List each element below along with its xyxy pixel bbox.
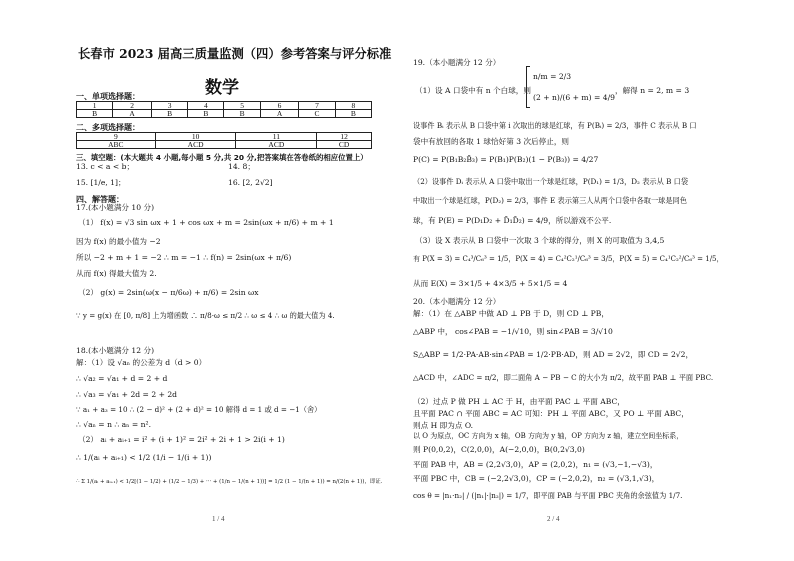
q18-line: ∴ √a₃ = √a₁ + 2d = 2 + 2d bbox=[76, 390, 178, 399]
section-single-choice-heading: 一、单项选择题： bbox=[76, 92, 140, 101]
answer-q15: 15. [1/e, 1]； bbox=[76, 178, 126, 187]
q18-line: ∴ √a₂ = √a₁ + d = 2 + d bbox=[76, 374, 168, 383]
q19-line: 中取出一个球是红球，P(D₂) = 2/3，事件 E 表示第三人从两个口袋中各取一球是同色 bbox=[413, 196, 687, 205]
multi-choice-answers bbox=[77, 141, 372, 149]
q17-line: （1） f(x) = √3 sin ωx + 1 + cos ωx + m = 2sin(ωx + π/6) + m + 1 bbox=[78, 218, 334, 227]
q20-line: 且平面 PAC ∩ 平面 ABC = AC 可知：PH ⊥ 平面 ABC，又 PO ⊥ 平面 ABC， bbox=[413, 409, 689, 418]
question-number-cell: 9 bbox=[77, 133, 156, 141]
q19-line: （2）设事件 Dᵢ 表示从 A 口袋中取出一个球是红球，P(D₁) = 1/3，D₂ 表示从 B 口袋 bbox=[413, 177, 689, 186]
answer-cell: B bbox=[151, 110, 187, 118]
question-number-cell: 12 bbox=[317, 133, 372, 141]
q20-line: 平面 PBC 中，CB = (−2,2√3,0)，CP = (−2,0,2)，n₂ = (√3,1,√3)， bbox=[413, 474, 660, 483]
q20-header: 20.（本小题满分 12 分） bbox=[413, 297, 501, 306]
q19-line: 球，有 P(E) = P(D₁D₂ + D̄₁D̄₂) = 4/9，所以游戏不公平. bbox=[413, 216, 612, 225]
question-number-cell: 1 bbox=[77, 102, 113, 110]
q20-line: 以 O 为原点，OC 方向为 x 轴，OB 方向为 y 轴，OP 方向为 z 轴，建立空间坐标系， bbox=[413, 432, 684, 440]
q18-line: 解：（1）设 √aₙ 的公差为 d（d > 0） bbox=[76, 358, 207, 367]
q17-line: 所以 −2 + m + 1 = −2 ∴ m = −1 ∴ f(n) = 2sin(ωx + π/6) bbox=[76, 253, 292, 262]
answer-cell: C bbox=[299, 110, 335, 118]
subject-title: 数学 bbox=[205, 78, 239, 98]
equation-brace bbox=[526, 66, 530, 108]
q20-line: 解：（1）在 △ABP 中做 AD ⊥ PB 于 D，则 CD ⊥ PB， bbox=[413, 309, 609, 318]
q19-line: 从而 E(X) = 3×1/5 + 4×3/5 + 5×1/5 = 4 bbox=[413, 279, 568, 288]
q17-header: 17.(本小题满分 10 分) bbox=[76, 203, 155, 212]
doc-title: 长春市 2023 届高三质量监测（四）参考答案与评分标准 bbox=[78, 46, 392, 61]
page-number: 2 / 4 bbox=[547, 515, 560, 523]
single-choice-table bbox=[76, 101, 372, 118]
q18-line: ∵ a₁ + a₃ = 10 ∴ (2 − d)² + (2 + d)² = 10 解得 d = 1 或 d = −1（舍） bbox=[76, 405, 322, 414]
q19-system-eq2: (2 + n)/(6 + m) = 4/9 bbox=[533, 93, 615, 102]
page-number: 1 / 4 bbox=[212, 515, 225, 523]
q18-line: ∴ Σ 1/(aᵢ + aᵢ₊₁) < 1/2[(1 − 1/2) + (1/2 − 1/3) + ··· + (1/n − 1/(n + 1))] = 1/2 (1 − 1/(n + 1)) = n/(2(n + 1))，即证. bbox=[76, 479, 383, 485]
question-number-cell: 2 bbox=[113, 102, 152, 110]
q19-line: 设事件 Bᵢ 表示从 B 口袋中第 i 次取出的球是红球，有 P(Bᵢ) = 2/3，事件 C 表示从 B 口 bbox=[413, 121, 697, 130]
answer-cell: B bbox=[77, 110, 113, 118]
question-number-cell: 4 bbox=[188, 102, 224, 110]
q20-line: 平面 PAB 中，AB = (2,2√3,0)，AP = (2,0,2)，n₁ = (√3,−1,−√3)， bbox=[413, 460, 658, 469]
q17-line: ∵ y = g(x) 在 [0, π/8] 上为增函数 ∴ π/8·ω ≤ π/2 ∴ ω ≤ 4 ∴ ω 的最大值为 4. bbox=[76, 311, 335, 320]
multi-choice-table bbox=[76, 132, 372, 149]
answer-cell: ACD bbox=[155, 141, 236, 149]
q17-line: 从而 f(x) 得最大值为 2. bbox=[76, 269, 157, 278]
answer-cell: A bbox=[260, 110, 299, 118]
q18-line: ∴ √aₙ = n ∴ aₙ = n². bbox=[76, 420, 151, 429]
question-number-cell: 3 bbox=[151, 102, 187, 110]
question-number-cell: 11 bbox=[236, 133, 317, 141]
q19-lead: （1）设 A 口袋中有 n 个白球，则 bbox=[415, 86, 531, 95]
section-fill-blank-heading: 三、填空题：(本大题共 4 小题,每小题 5 分,共 20 分,把答案填在答卷纸的相应位置上） bbox=[76, 153, 368, 162]
q20-line: 则 P(0,0,2)，C(2,0,0)，A(−2,0,0)，B(0,2√3,0) bbox=[413, 445, 585, 454]
question-number-cell: 7 bbox=[299, 102, 335, 110]
q17-line: 因为 f(x) 的最小值为 −2 bbox=[76, 237, 161, 246]
answer-q13: 13. c < a < b； bbox=[76, 162, 135, 171]
answer-q14: 14. 8； bbox=[228, 162, 255, 171]
q20-line: （2）过点 P 做 PH ⊥ AC 于 H，由平面 PAC ⊥ 平面 ABC， bbox=[413, 397, 625, 406]
q19-header: 19.（本小题满分 12 分） bbox=[413, 58, 501, 67]
single-choice-numbers bbox=[77, 102, 372, 110]
single-choice-answers bbox=[77, 110, 372, 118]
question-number-cell: 10 bbox=[155, 133, 236, 141]
answer-cell: CD bbox=[317, 141, 372, 149]
q19-line: 袋中有放回的各取 1 球恰好第 3 次后停止，则 bbox=[413, 137, 570, 146]
answer-q16: 16. [2, 2√2] bbox=[228, 178, 273, 187]
q19-line: P(C) = P(B₁B₂B̄₃) = P(B₁)P(B₂)(1 − P(B₃)) = 4/27 bbox=[413, 155, 599, 164]
q20-line: S△ABP = 1/2·PA·AB·sin∠PAB = 1/2·PB·AD，则 AD = 2√2，即 CD = 2√2， bbox=[413, 350, 694, 359]
question-number-cell: 8 bbox=[335, 102, 371, 110]
q19-line: 有 P(X = 3) = C₄³/C₆³ = 1/5，P(X = 4) = C₄²C₂¹/C₆³ = 3/5，P(X = 5) = C₄¹C₂²/C₆³ = 1/5， bbox=[413, 255, 724, 263]
answer-cell: ACD bbox=[236, 141, 317, 149]
question-number-cell: 6 bbox=[260, 102, 299, 110]
q17-line: （2） g(x) = 2sin(ω(x − π/6ω) + π/6) = 2sin ωx bbox=[78, 288, 259, 297]
section-multi-choice-heading: 二、多项选择题： bbox=[76, 123, 140, 132]
answer-cell: B bbox=[335, 110, 371, 118]
section-solutions-heading: 四、解答题： bbox=[76, 195, 124, 204]
answer-cell: A bbox=[113, 110, 152, 118]
q20-line: 则点 H 即为点 O. bbox=[413, 421, 474, 430]
q20-line: cos θ = |n₁·n₂| / (|n₁|·|n₂|) = 1/7，即平面 PAB 与平面 PBC 夹角的余弦值为 1/7. bbox=[413, 491, 683, 500]
q20-line: △ABP 中， cos∠PAB = −1/√10，则 sin∠PAB = 3/√10 bbox=[413, 327, 613, 336]
answer-cell: ABC bbox=[77, 141, 156, 149]
right-page bbox=[397, 0, 794, 561]
q19-solve: ，解得 n = 2, m = 3 bbox=[615, 86, 690, 95]
q19-line: （3）设 X 表示从 B 口袋中一次取 3 个球的得分，则 X 的可取值为 3,4,5 bbox=[415, 236, 665, 245]
q18-header: 18.(本小题满分 12 分) bbox=[76, 346, 155, 355]
q19-system-eq1: n/m = 2/3 bbox=[533, 72, 572, 81]
q18-line: ∴ 1/(aᵢ + aᵢ₊₁) < 1/2 (1/i − 1/(i + 1)) bbox=[76, 453, 212, 462]
answer-cell: B bbox=[188, 110, 224, 118]
q20-line: △ACD 中，∠ADC = π/2，即二面角 A − PB − C 的大小为 π/2，故平面 PAB ⊥ 平面 PBC. bbox=[413, 373, 714, 382]
question-number-cell: 5 bbox=[224, 102, 260, 110]
answer-cell: B bbox=[224, 110, 260, 118]
q18-line: （2） aᵢ + aᵢ₊₁ = i² + (i + 1)² = 2i² + 2i + 1 > 2i(i + 1) bbox=[78, 435, 285, 444]
